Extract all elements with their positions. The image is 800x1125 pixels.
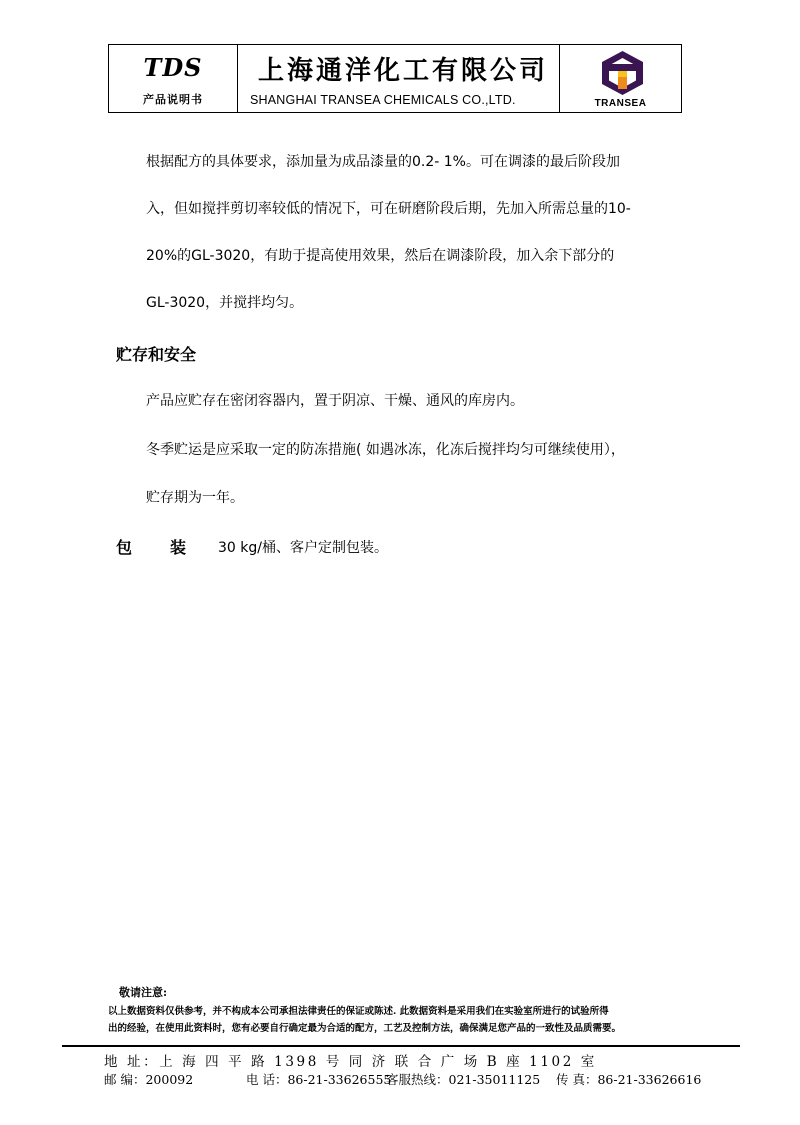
company-cell <box>238 45 560 112</box>
footer-hotline: 客服热线：021-35011125 <box>386 1072 541 1087</box>
company-name-cn: 上海通洋化工有限公司 <box>258 56 549 86</box>
usage-line-1: 根据配方的具体要求，添加量为成品漆量的0.2- 1%。可在调漆的最后阶段加 <box>146 154 620 170</box>
tds-title: TDS <box>143 53 203 82</box>
packaging-label: 包装 <box>116 538 225 557</box>
footer-postcode: 邮 编：200092 <box>104 1072 194 1087</box>
storage-line-3: 贮存期为一年。 <box>146 490 244 506</box>
usage-line-2: 入，但如搅拌剪切率较低的情况下，可在研磨阶段后期，先加入所需总量的10- <box>146 201 631 217</box>
notice-title: 敬请注意: <box>119 986 168 999</box>
footer-phone: 电 话：86-21-33626555 <box>246 1072 392 1087</box>
logo-cell <box>560 45 681 112</box>
usage-line-4: GL-3020，并搅拌均匀。 <box>146 295 304 311</box>
packaging-text: 30 kg/桶、客户定制包装。 <box>218 540 388 556</box>
notice-line-2: 出的经验，在使用此资料时，您有必要自行确定最为合适的配方，工艺及控制方法，确保满足您产品的一致性及品质需要。 <box>108 1023 622 1034</box>
document-header <box>108 44 682 113</box>
transea-logo-icon <box>599 50 646 96</box>
storage-line-1: 产品应贮存在密闭容器内，置于阴凉、干燥、通风的库房内。 <box>146 393 524 409</box>
company-name-en: SHANGHAI TRANSEA CHEMICALS CO.,LTD. <box>250 93 516 107</box>
usage-line-3: 20%的GL-3020，有助于提高使用效果，然后在调漆阶段，加入余下部分的 <box>146 248 615 264</box>
notice-line-1: 以上数据资料仅供参考，并不构成本公司承担法律责任的保证或陈述. 此数据资料是采用我们在实验室所进行的试验所得 <box>108 1006 609 1017</box>
footer-address: 地 址：上 海 四 平 路 1398 号 同 济 联 合 广 场 B 座 1102 室 <box>104 1054 597 1070</box>
logo-text: TRANSEA <box>594 98 647 109</box>
tds-subtitle: 产品说明书 <box>143 93 203 106</box>
storage-title: 贮存和安全 <box>116 345 197 364</box>
tds-cell <box>109 45 238 112</box>
storage-line-2: 冬季贮运是应采取一定的防冻措施( 如遇冰冻，化冻后搅拌均匀可继续使用）， <box>146 442 625 458</box>
footer-fax: 传 真：86-21-33626616 <box>556 1072 702 1087</box>
footer-divider <box>62 1045 740 1047</box>
